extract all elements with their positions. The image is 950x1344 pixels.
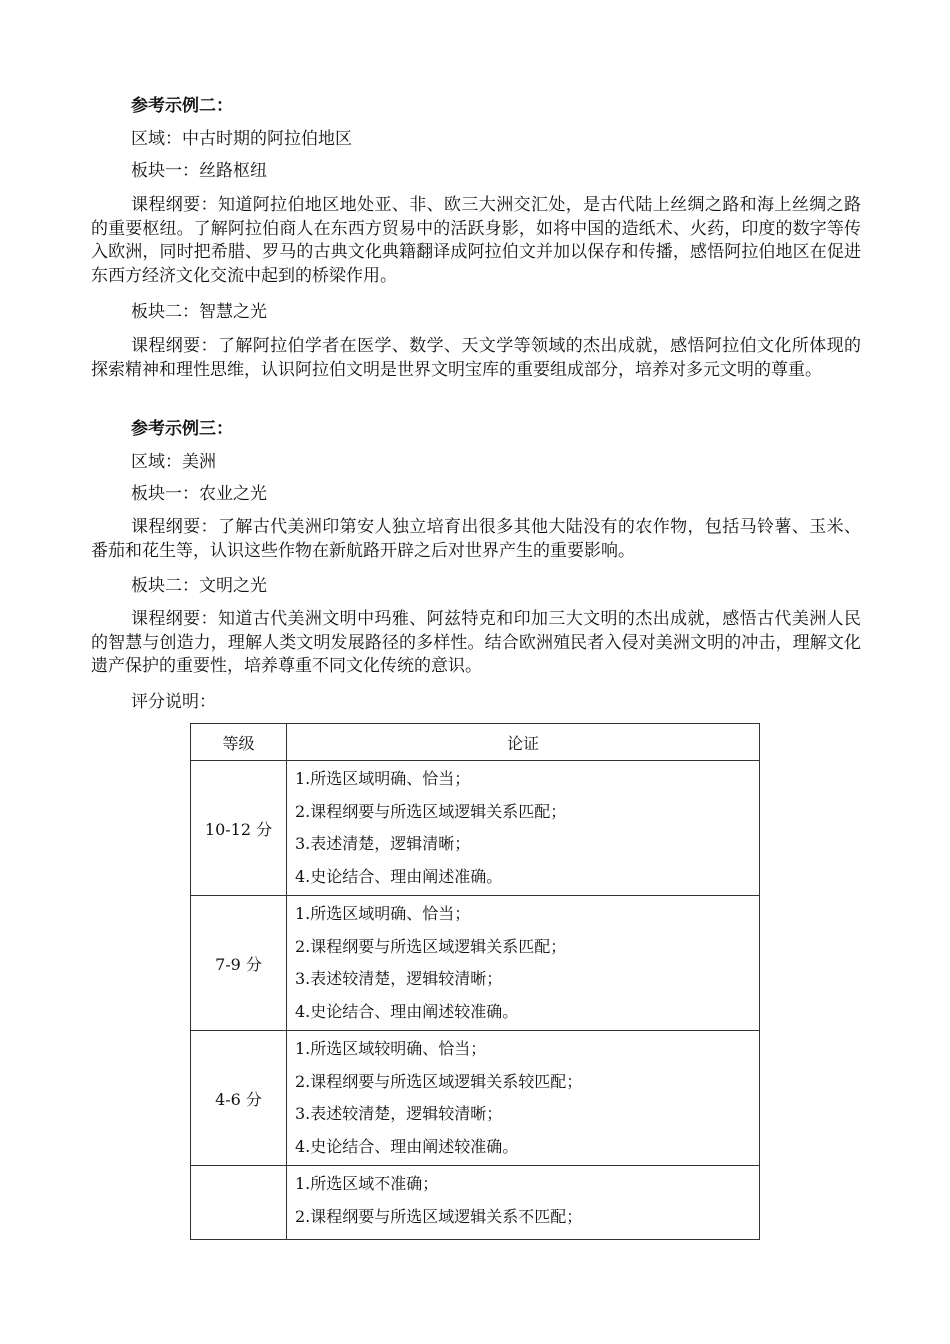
criteria-cell bbox=[287, 1031, 760, 1166]
criterion: 3.表述较清楚，逻辑较清晰； bbox=[295, 1104, 503, 1123]
example3-block1-outline: 课程纲要：了解古代美洲印第安人独立培育出很多其他大陆没有的农作物，包括马铃薯、玉米、番茄和花生等，认识这些作物在新航路开辟之后对世界产生的重要影响。 bbox=[91, 517, 861, 561]
example2-block1-outline: 课程纲要：知道阿拉伯地区地处亚、非、欧三大洲交汇处，是古代陆上丝绸之路和海上丝绸之路的重要枢纽。了解阿拉伯商人在东西方贸易中的活跃身影，如将中国的造纸术、火药，印度的数字等传入欧洲，同时把希腊、罗马的古典文化典籍翻译成阿拉伯文并加以保存和传播，感悟阿拉伯地区在促进东西方经济文化交流中起到的桥梁作用。 bbox=[91, 195, 861, 286]
example3-region: 区域：美洲 bbox=[131, 452, 216, 472]
grade-cell: 4-6 分 bbox=[191, 1031, 287, 1166]
criterion: 1.所选区域明确、恰当； bbox=[295, 769, 471, 788]
example2-block2-title: 板块二：智慧之光 bbox=[131, 302, 267, 322]
criterion: 2.课程纲要与所选区域逻辑关系较匹配； bbox=[295, 1071, 583, 1091]
criterion: 2.课程纲要与所选区域逻辑关系匹配； bbox=[295, 936, 567, 956]
table-row bbox=[191, 896, 760, 1031]
example2-block1-title: 板块一：丝路枢纽 bbox=[131, 161, 267, 181]
criterion: 1.所选区域较明确、恰当； bbox=[295, 1039, 487, 1058]
scoring-label: 评分说明： bbox=[131, 692, 216, 712]
grade-cell: 7-9 分 bbox=[191, 896, 287, 1031]
criterion: 4.史论结合、理由阐述较准确。 bbox=[295, 1001, 519, 1021]
table-row bbox=[191, 1031, 760, 1166]
header-criteria: 论证 bbox=[287, 724, 760, 761]
scoring-table bbox=[190, 723, 760, 1240]
table-row bbox=[191, 1166, 760, 1240]
criterion: 4.史论结合、理由阐述准确。 bbox=[295, 866, 503, 886]
example3-block1-title: 板块一：农业之光 bbox=[131, 484, 267, 504]
example3-block2-outline: 课程纲要：知道古代美洲文明中玛雅、阿兹特克和印加三大文明的杰出成就，感悟古代美洲人民的智慧与创造力，理解人类文明发展路径的多样性。结合欧洲殖民者入侵对美洲文明的冲击，理解文化遗产保护的重要性，培养尊重不同文化传统的意识。 bbox=[91, 609, 861, 676]
scoring-table-header bbox=[191, 724, 760, 761]
example2-block2-outline: 课程纲要：了解阿拉伯学者在医学、数学、天文学等领域的杰出成就，感悟阿拉伯文化所体现的探索精神和理性思维，认识阿拉伯文明是世界文明宝库的重要组成部分，培养对多元文明的尊重。 bbox=[91, 336, 861, 380]
example3-heading: 参考示例三： bbox=[131, 419, 233, 439]
grade-cell bbox=[191, 1166, 287, 1240]
example2-region: 区域：中古时期的阿拉伯地区 bbox=[131, 129, 352, 149]
header-grade: 等级 bbox=[191, 724, 287, 761]
criteria-cell bbox=[287, 1166, 760, 1240]
table-row bbox=[191, 761, 760, 896]
grade-cell: 10-12 分 bbox=[191, 761, 287, 896]
criterion: 2.课程纲要与所选区域逻辑关系匹配； bbox=[295, 801, 567, 821]
example2-heading: 参考示例二： bbox=[131, 96, 233, 116]
criteria-cell bbox=[287, 761, 760, 896]
criterion: 1.所选区域明确、恰当； bbox=[295, 904, 471, 923]
criterion: 3.表述清楚，逻辑清晰； bbox=[295, 834, 471, 853]
criterion: 4.史论结合、理由阐述较准确。 bbox=[295, 1136, 519, 1156]
criterion: 3.表述较清楚，逻辑较清晰； bbox=[295, 969, 503, 988]
criteria-cell bbox=[287, 896, 760, 1031]
criterion: 1.所选区域不准确； bbox=[295, 1174, 439, 1193]
criterion: 2.课程纲要与所选区域逻辑关系不匹配； bbox=[295, 1206, 583, 1226]
example3-block2-title: 板块二：文明之光 bbox=[131, 576, 267, 596]
